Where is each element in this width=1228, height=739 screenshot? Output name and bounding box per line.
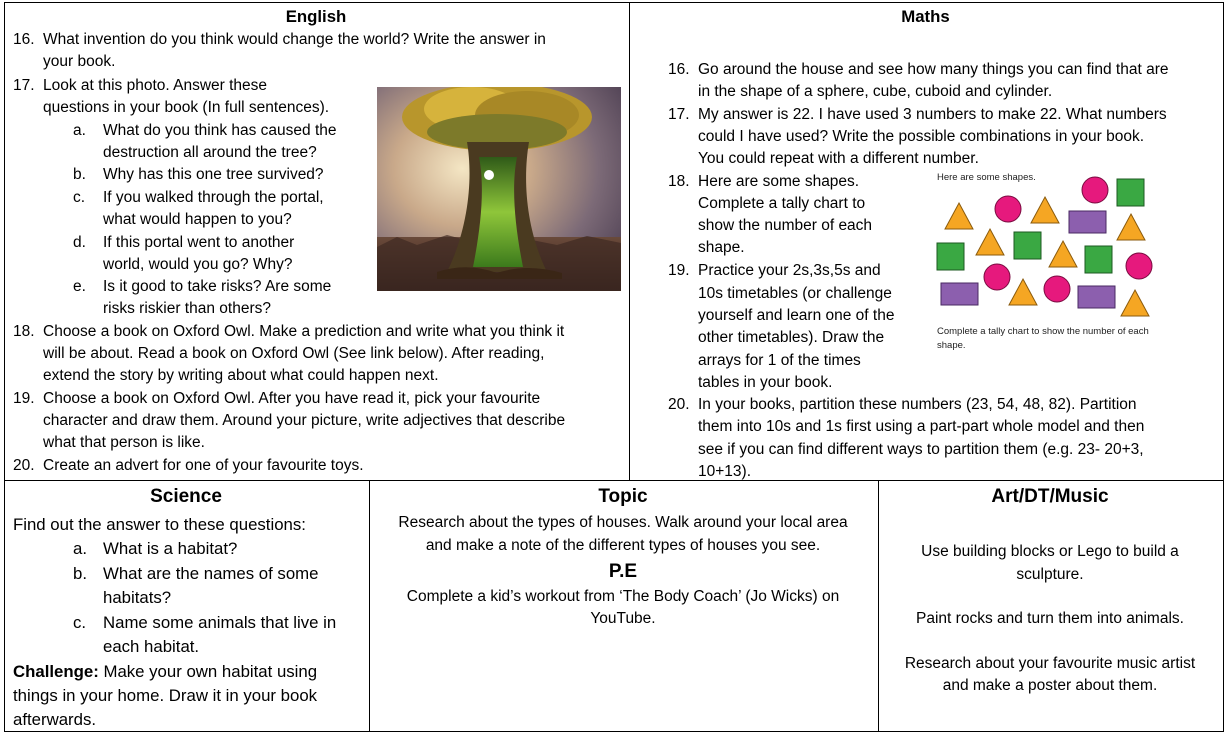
q19-line3: what that person is like. [43, 434, 205, 451]
challenge-text: Make your own habitat using [98, 662, 318, 681]
q18-line2: Complete a tally chart to [698, 195, 866, 212]
square-shape [1014, 232, 1041, 259]
q19-line6: tables in your book. [698, 374, 833, 391]
challenge-line2: things in your home. Draw it in your book [13, 686, 318, 705]
pe-title: P.E [608, 561, 638, 582]
rectangle-shape [1078, 286, 1115, 308]
sub-line: What are the names of some [103, 564, 319, 583]
sub-letter: e. [73, 278, 86, 295]
q17-number: 17. [668, 106, 690, 123]
rectangle-shape [941, 283, 978, 305]
q20-line3: see if you can find different ways to partition them (e.g. 23- 20+3, [698, 441, 1144, 458]
q19-line1: Choose a book on Oxford Owl. After you have read it, pick your favourite [43, 390, 541, 407]
q16-line2: in the shape of a sphere, cube, cuboid and cylinder. [698, 83, 1053, 100]
topic-title: Topic [598, 486, 648, 507]
q17-line1: Look at this photo. Answer these [43, 77, 268, 94]
q19-line1: Practice your 2s,3s,5s and [698, 262, 881, 279]
q18-number: 18. [13, 323, 35, 340]
art-p3-line2: and make a poster about them. [942, 677, 1158, 694]
q20-line4: 10+13). [698, 463, 752, 480]
triangle-shape [1049, 241, 1077, 267]
q19-number: 19. [13, 390, 35, 407]
q17-line1: My answer is 22. I have used 3 numbers to make 22. What numbers [698, 106, 1167, 123]
triangle-shape [1117, 214, 1145, 240]
q20-line2: them into 10s and 1s first using a part-part whole model and then [698, 418, 1145, 435]
sub-line: Name some animals that live in [103, 613, 337, 632]
q17-line2: questions in your book (In full sentences). [43, 99, 330, 116]
sub-letter: a. [73, 122, 86, 139]
q19-line4: other timetables). Draw the [698, 329, 885, 346]
topic-line2: and make a note of the different types of houses you see. [425, 537, 821, 554]
sub-line: habitats? [103, 588, 172, 607]
english-title: English [285, 7, 347, 26]
shapes-caption-line1: Complete a tally chart to show the number of each [937, 326, 1149, 337]
challenge-line3: afterwards. [13, 710, 97, 729]
q18-number: 18. [668, 173, 690, 190]
sub-line: what would happen to you? [103, 211, 292, 228]
square-shape [1117, 179, 1144, 206]
sub-letter: a. [73, 539, 87, 558]
q19-line2: 10s timetables (or challenge [698, 285, 892, 302]
q16-line1: Go around the house and see how many things you can find that are [698, 61, 1169, 78]
q19-line5: arrays for 1 of the times [698, 352, 861, 369]
q19-line2: character and draw them. Around your picture, write adjectives that describe [43, 412, 566, 429]
q19-line3: yourself and learn one of the [698, 307, 895, 324]
sub-letter: c. [73, 613, 87, 632]
tree-portal-photo [377, 87, 621, 291]
topic-line1: Research about the types of houses. Walk around your local area [398, 514, 848, 531]
maths-title: Maths [901, 7, 950, 26]
square-shape [1085, 246, 1112, 273]
circle-shape [1044, 276, 1070, 302]
q18-line3: show the number of each [698, 217, 873, 234]
challenge-label: Challenge: [13, 662, 99, 681]
circle-shape [1126, 253, 1152, 279]
q20-line1: In your books, partition these numbers (23, 54, 48, 82). Partition [698, 396, 1137, 413]
topic-cell [369, 480, 879, 732]
circle-shape [995, 196, 1021, 222]
sub-line: What do you think has caused the [103, 122, 337, 139]
q17-line2: could I have used? Write the possible combinations in your book. [698, 128, 1145, 145]
circle-shape [984, 264, 1010, 290]
sub-line: world, would you go? Why? [103, 256, 293, 273]
pe-line1: Complete a kid’s workout from ‘The Body Coach’ (Jo Wicks) on [406, 588, 840, 605]
science-cell [4, 480, 370, 732]
sub-letter: b. [73, 564, 87, 583]
sub-line: each habitat. [103, 637, 200, 656]
q18-line1: Choose a book on Oxford Owl. Make a prediction and write what you think it [43, 323, 565, 340]
triangle-shape [945, 203, 973, 229]
q18-line3: extend the story by writing about what could happen next. [43, 367, 439, 384]
art-p3-line1: Research about your favourite music artist [904, 655, 1196, 672]
shapes-illustration [933, 173, 1173, 318]
science-title: Science [150, 486, 222, 507]
triangle-shape [1031, 197, 1059, 223]
pe-line2: YouTube. [590, 610, 656, 627]
sub-line: Why has this one tree survived? [103, 166, 324, 183]
art-p1-line1: Use building blocks or Lego to build a [921, 543, 1179, 560]
sub-line: destruction all around the tree? [103, 144, 317, 161]
art-cell [878, 480, 1224, 732]
q20-number: 20. [13, 457, 35, 474]
rectangle-shape [1069, 211, 1106, 233]
sub-line: If you walked through the portal, [103, 189, 324, 206]
q20-number: 20. [668, 396, 690, 413]
q19-number: 19. [668, 262, 690, 279]
shapes-caption-line2: shape. [937, 340, 966, 351]
maths-cell [629, 2, 1224, 481]
square-shape [937, 243, 964, 270]
sub-letter: b. [73, 166, 86, 183]
q18-line4: shape. [698, 239, 745, 256]
triangle-shape [976, 229, 1004, 255]
art-p1-line2: sculpture. [1016, 566, 1084, 583]
sub-line: Is it good to take risks? Are some [103, 278, 332, 295]
q16-line2: your book. [43, 53, 116, 70]
sub-letter: c. [73, 189, 86, 206]
sub-line: If this portal went to another [103, 234, 295, 251]
challenge-line1 [13, 660, 317, 685]
sub-line: risks riskier than others? [103, 300, 271, 317]
q17-number: 17. [13, 77, 35, 94]
q18-line1: Here are some shapes. [698, 173, 860, 190]
sub-line: What is a habitat? [103, 539, 238, 558]
q20-line1: Create an advert for one of your favourite toys. [43, 457, 364, 474]
art-p2: Paint rocks and turn them into animals. [916, 610, 1184, 627]
english-cell [4, 2, 630, 481]
shapes-header: Here are some shapes. [937, 172, 1036, 183]
q18-line2: will be about. Read a book on Oxford Owl (See link below). After reading, [43, 345, 545, 362]
circle-shape [1082, 177, 1108, 203]
q16-number: 16. [13, 31, 35, 48]
triangle-shape [1009, 279, 1037, 305]
q16-number: 16. [668, 61, 690, 78]
sub-letter: d. [73, 234, 86, 251]
q16-line1: What invention do you think would change the world? Write the answer in [43, 31, 546, 48]
art-title: Art/DT/Music [991, 486, 1109, 507]
triangle-shape [1121, 290, 1149, 316]
q17-line3: You could repeat with a different number. [698, 150, 979, 167]
science-intro: Find out the answer to these questions: [13, 515, 306, 534]
